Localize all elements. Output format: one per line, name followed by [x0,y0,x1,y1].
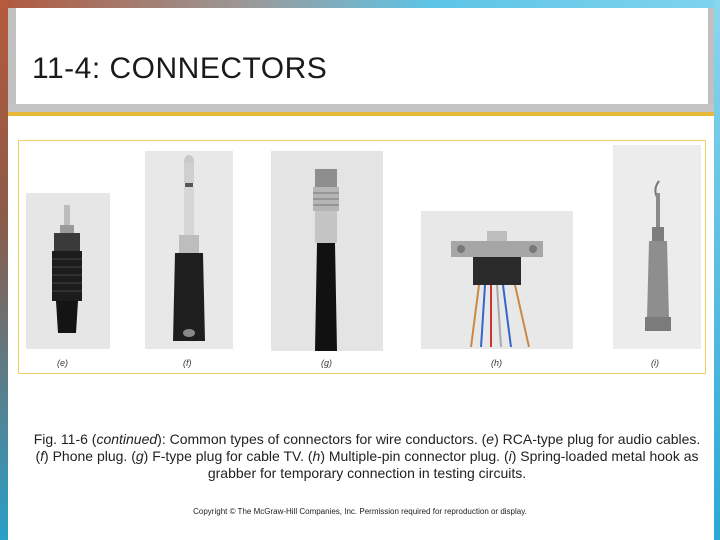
figure-label-g: (g) [321,358,332,368]
rca-plug-image [26,193,110,349]
slide-frame-top [0,0,720,8]
copyright-notice: Copyright © The McGraw-Hill Companies, Inc. Permission required for reproduction or display. [193,507,527,516]
phone-plug-image [145,151,233,349]
f-type-plug-photo [271,151,383,351]
hook-grabber-image [613,145,701,349]
figure-label-f: (f) [183,358,192,368]
title-accent-line [8,112,714,116]
slide-frame-left [0,0,8,540]
phone-plug-photo [145,151,233,349]
hook-grabber-photo [613,145,701,349]
figure-label-e: (e) [57,358,68,368]
slide-frame-right [714,0,720,540]
connector-figure [18,140,706,374]
multi-pin-connector-image [421,211,573,349]
slide-title: 11-4: CONNECTORS [32,52,328,85]
multi-pin-connector-photo [421,211,573,349]
figure-label-i: (i) [651,358,659,368]
rca-plug-photo [26,193,110,349]
title-divider [8,104,714,112]
figure-label-h: (h) [491,358,502,368]
figure-caption: Fig. 11-6 (continued): Common types of connectors for wire conductors. (e) RCA-type plug for audio cables. (f) Phone plug. (g) F-type plug for cable TV. (h) Multiple-pin connector plug. (i) Spring-loaded metal hook as grabber for temporary connection in testing circuits. [33,431,701,481]
f-type-plug-image [271,151,383,351]
